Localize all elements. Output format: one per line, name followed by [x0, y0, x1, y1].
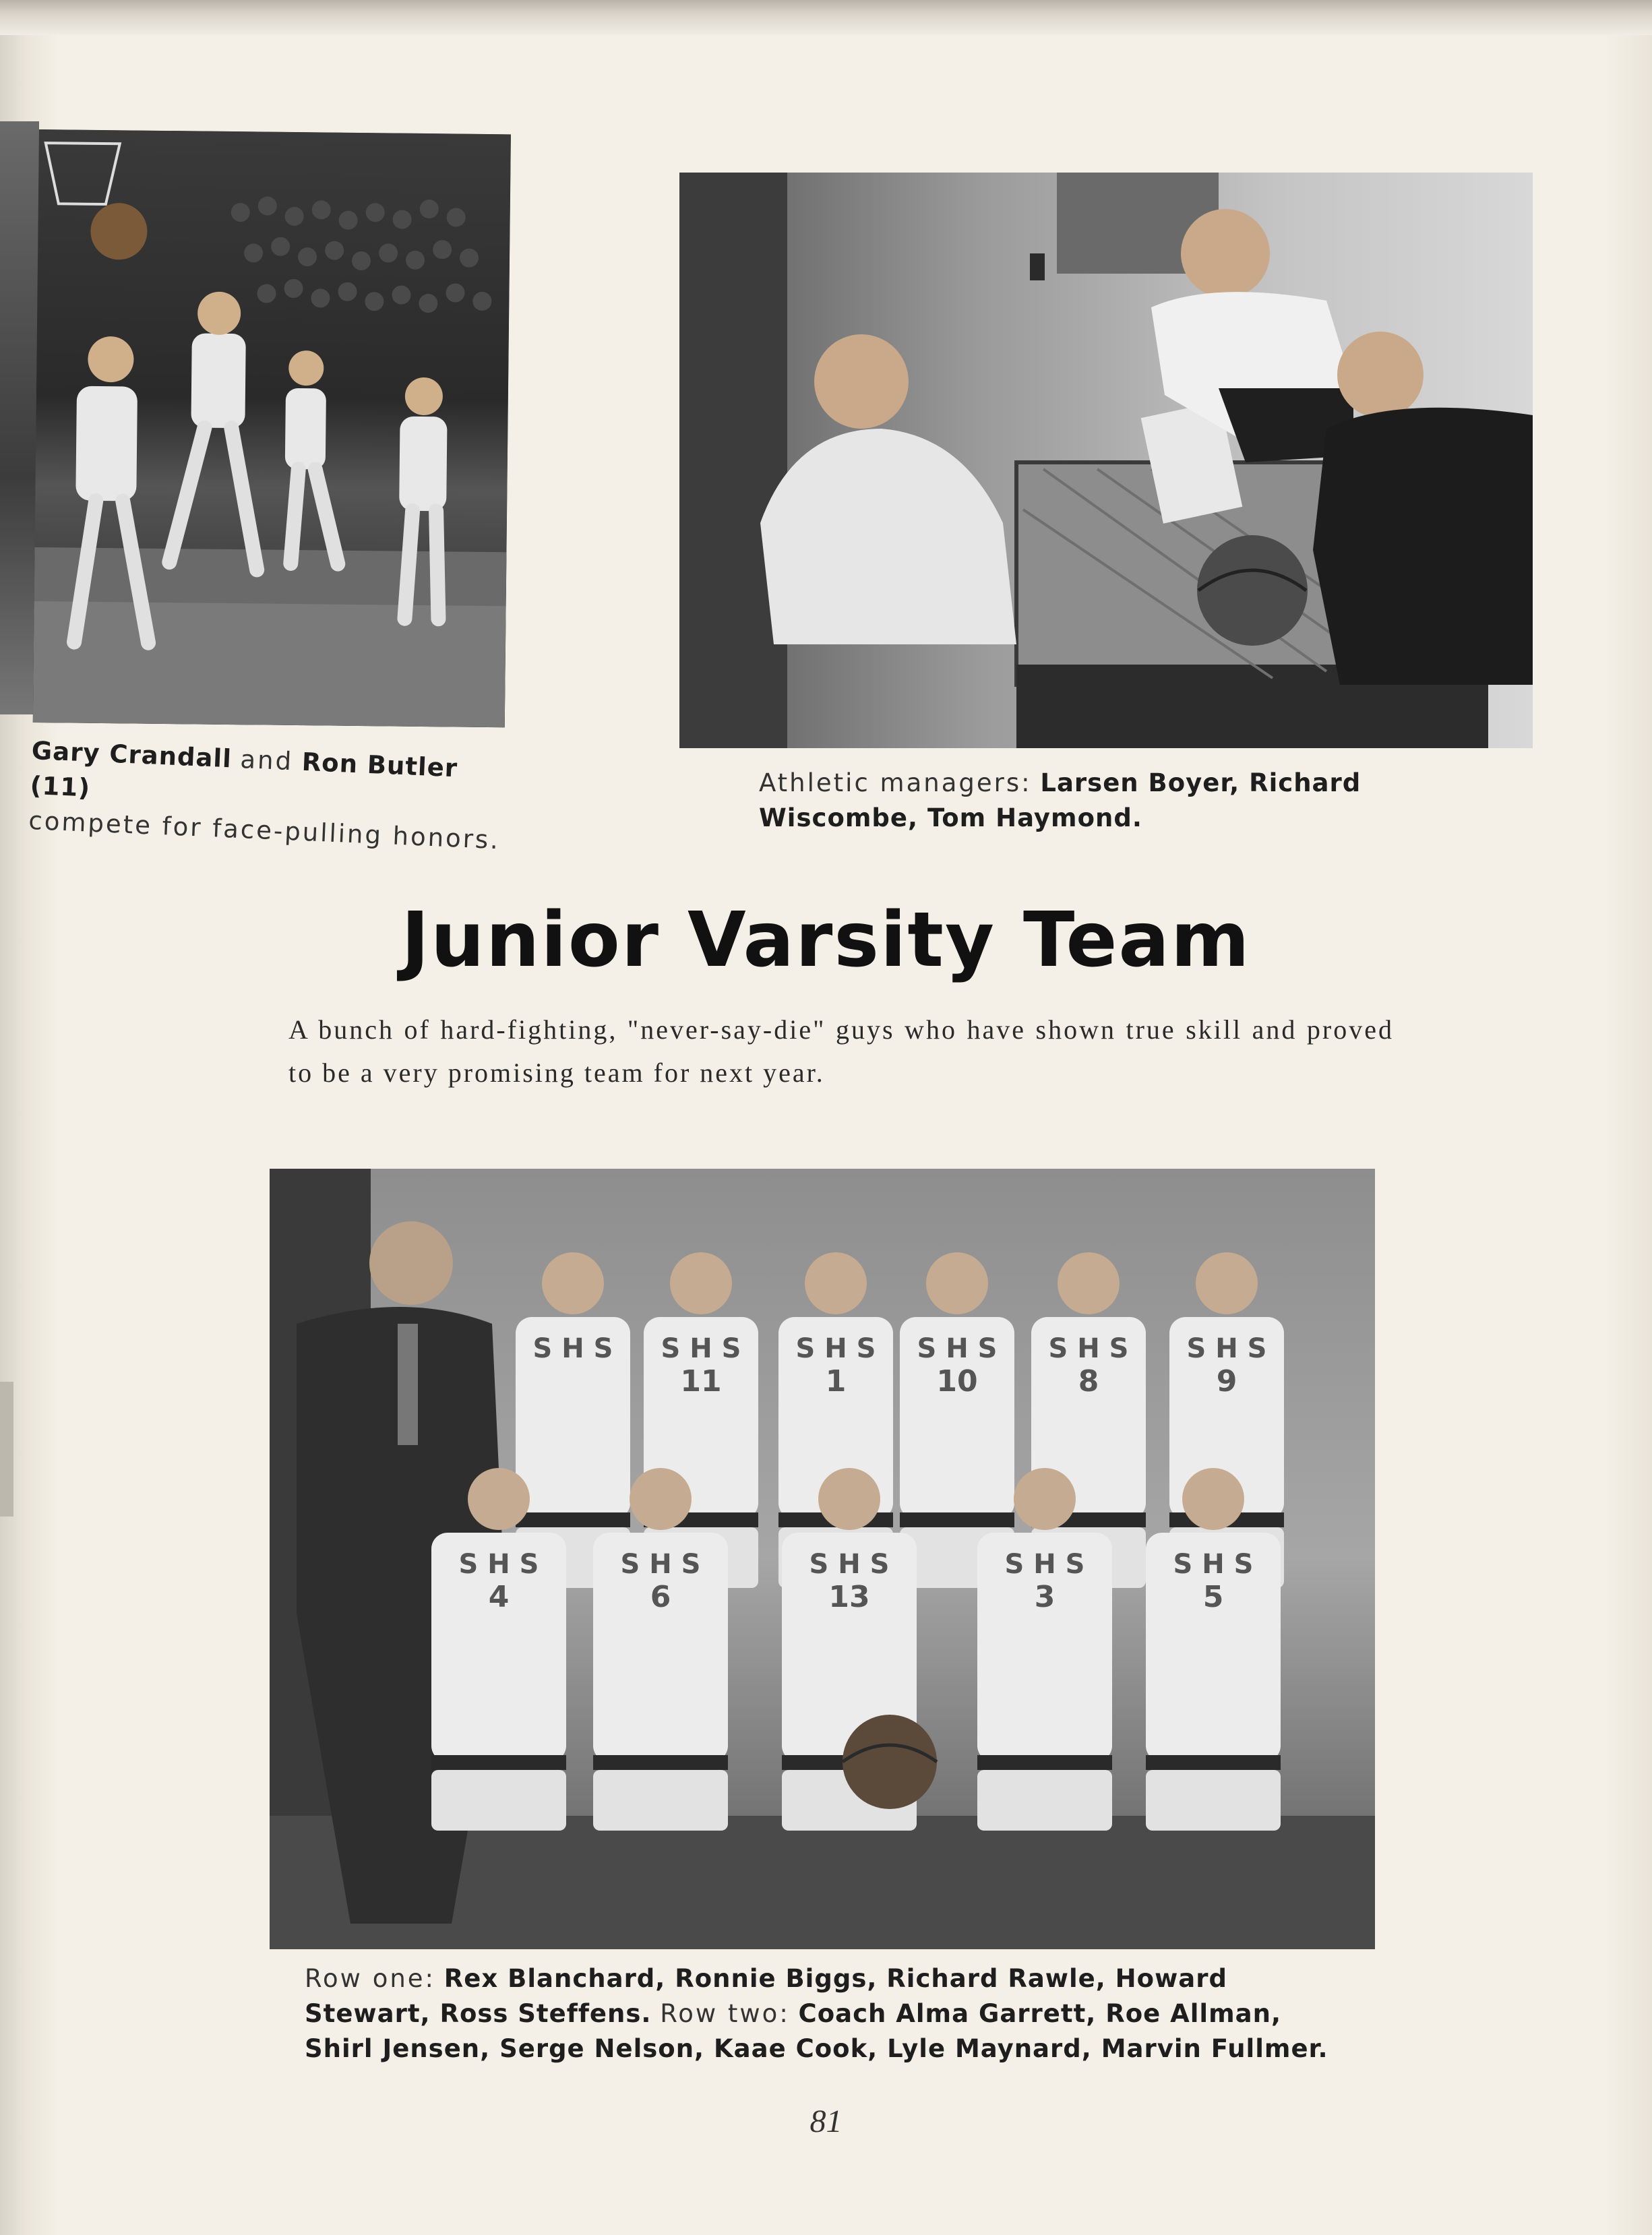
team-photo-caption [305, 1961, 1329, 2066]
basketball-game-photo [33, 129, 511, 727]
jersey-number: 5 [1202, 1580, 1224, 1614]
jersey-letters: S H S [809, 1549, 890, 1580]
jersey-number: 11 [680, 1364, 722, 1399]
game-caption-name-1: Gary Crandall [31, 735, 233, 774]
jersey-number: 10 [936, 1364, 978, 1399]
jersey-letters: S H S [458, 1549, 539, 1580]
game-caption-text: compete for face-pulling honors. [28, 805, 501, 855]
jersey-letters: S H S [1048, 1333, 1129, 1364]
page-number: 81 [809, 2104, 843, 2139]
athletic-managers-photo [679, 173, 1533, 748]
team-caption-row-one-names: Rex Blanchard, Ronnie Biggs, Richard Rawle, Howard Stewart, Ross Steffens. [305, 1964, 1227, 2028]
team-caption-row-two-label: Row two: [660, 1999, 790, 2028]
intro-paragraph: A bunch of hard-fighting, "never-say-die" guys who have shown true skill and proved to be a very promising team for next year. [288, 1014, 1394, 1088]
jersey-number: 6 [650, 1580, 671, 1614]
managers-caption-lead: Athletic managers: [759, 768, 1032, 797]
jersey-letters: S H S [1173, 1549, 1254, 1580]
game-caption-and: and [239, 744, 295, 776]
jersey-letters: S H S [532, 1333, 613, 1364]
team-caption-row-two-names: Coach Alma Garrett, Roe Allman, Shirl Jensen, Serge Nelson, Kaae Cook, Lyle Maynard, Marvin Fullmer. [305, 1999, 1328, 2063]
managers-photo-caption [759, 766, 1487, 836]
jersey-number: 9 [1216, 1364, 1237, 1399]
jersey-number: 13 [828, 1580, 870, 1614]
page-top-edge [0, 0, 1652, 35]
jersey-number: 4 [488, 1580, 510, 1614]
jersey-letters: S H S [795, 1333, 876, 1364]
managers-caption-names: Larsen Boyer, Richard Wiscombe, Tom Haymond. [759, 768, 1362, 832]
game-caption-name-2: Ron Butler (11) [29, 747, 458, 803]
jersey-letters: S H S [1004, 1549, 1085, 1580]
jersey-letters: S H S [917, 1333, 998, 1364]
previous-page-edge [0, 1382, 13, 1517]
jersey-letters: S H S [620, 1549, 701, 1580]
page-title: Junior Varsity Team [401, 896, 1251, 984]
jersey-letters: S H S [1186, 1333, 1267, 1364]
jersey-letters: S H S [661, 1333, 741, 1364]
game-photo-caption [28, 733, 517, 859]
jersey-number: 3 [1034, 1580, 1056, 1614]
junior-varsity-team-photo [270, 1169, 1375, 1949]
jersey-number: 1 [825, 1364, 847, 1399]
jersey-number: 8 [1078, 1364, 1099, 1399]
team-caption-row-one-label: Row one: [305, 1964, 436, 1993]
